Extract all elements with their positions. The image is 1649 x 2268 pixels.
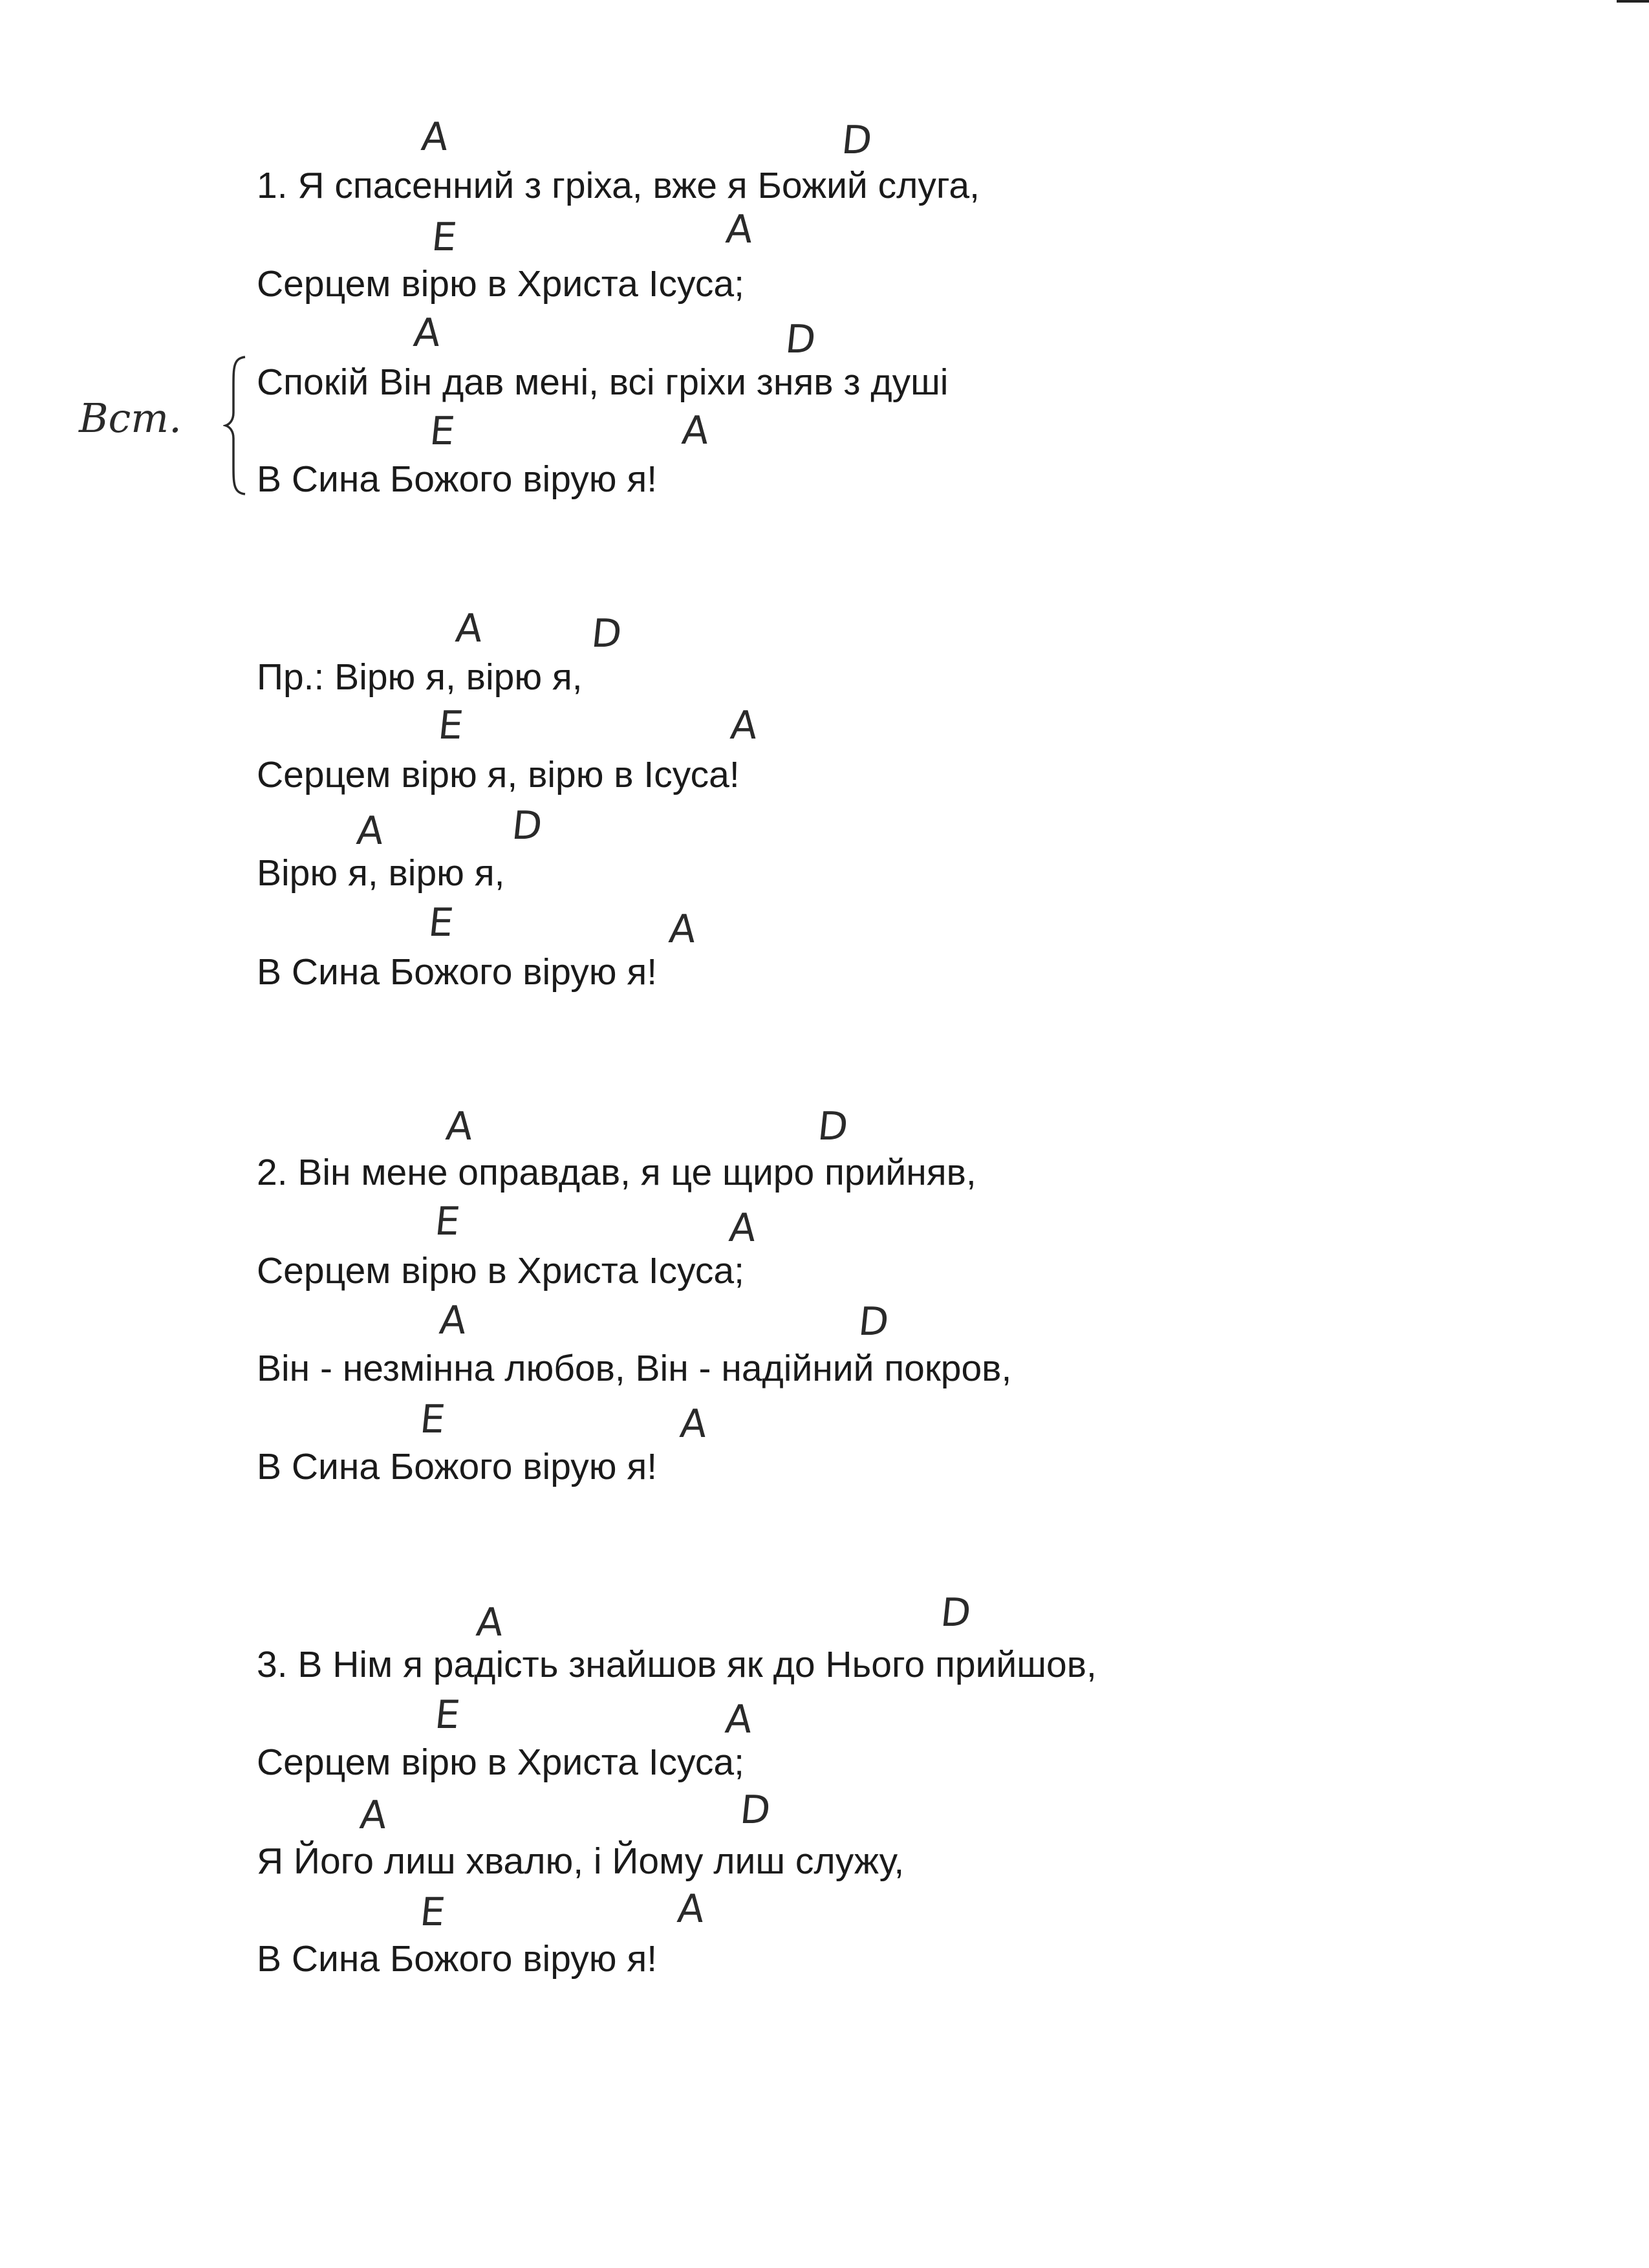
verse3-line2: Серцем вірю в Христа Ісуса; bbox=[257, 1742, 744, 1783]
chord: E bbox=[433, 1692, 462, 1738]
chord: A bbox=[419, 114, 451, 160]
chord: D bbox=[815, 1104, 850, 1149]
intro-bracket bbox=[223, 354, 249, 497]
chord: D bbox=[589, 611, 624, 656]
chord: E bbox=[436, 703, 466, 748]
scan-corner-mark bbox=[1617, 0, 1649, 3]
intro-label: Вст. bbox=[79, 394, 182, 442]
chord: A bbox=[675, 1886, 707, 1932]
chord: A bbox=[680, 408, 711, 453]
verse2-line4: В Сина Божого вірую я! bbox=[257, 1446, 658, 1487]
chord: D bbox=[783, 317, 818, 362]
chord: D bbox=[738, 1787, 773, 1833]
verse2-line1: 2. Він мене оправдав, я це щиро прийняв, bbox=[257, 1152, 976, 1193]
chord: A bbox=[667, 907, 698, 952]
chord: A bbox=[474, 1600, 506, 1645]
chord: D bbox=[938, 1590, 973, 1636]
chord: A bbox=[444, 1104, 475, 1149]
chord: D bbox=[839, 118, 874, 163]
verse2-line3: Він - незмінна любов, Він - надійний покров, bbox=[257, 1348, 1012, 1389]
chord: D bbox=[510, 803, 544, 848]
chord: A bbox=[354, 808, 386, 854]
chorus-line3: Вірю я, вірю я, bbox=[257, 852, 505, 894]
chorus-line2: Серцем вірю я, вірю в Ісуса! bbox=[257, 754, 740, 795]
chord: A bbox=[437, 1298, 469, 1343]
chord: E bbox=[433, 1199, 462, 1244]
chord: E bbox=[429, 215, 459, 260]
chord: A bbox=[678, 1401, 709, 1447]
chord: E bbox=[426, 900, 456, 945]
verse3-line4: В Сина Божого вірую я! bbox=[257, 1938, 658, 1980]
chord: A bbox=[724, 207, 755, 252]
chord: A bbox=[453, 606, 485, 651]
chord: E bbox=[427, 409, 457, 454]
chorus-line1: Пр.: Вірю я, вірю я, bbox=[257, 656, 583, 698]
chord: E bbox=[418, 1890, 447, 1935]
verse3-line3: Я Його лиш хвалю, і Йому лиш служу, bbox=[257, 1841, 905, 1882]
verse1-line3: Спокій Він дав мені, всі гріхи зняв з душі bbox=[257, 362, 949, 403]
verse3-line1: 3. В Нім я радість знайшов як до Нього прийшов, bbox=[257, 1644, 1097, 1685]
chorus-line4: В Сина Божого вірую я! bbox=[257, 951, 658, 993]
chord: A bbox=[728, 703, 760, 748]
chord: A bbox=[727, 1205, 759, 1251]
chord: A bbox=[411, 310, 443, 356]
chord: E bbox=[418, 1397, 447, 1442]
verse1-line1: 1. Я спасенний з гріха, вже я Божий слуга, bbox=[257, 165, 980, 206]
chord: A bbox=[358, 1793, 389, 1838]
chord: D bbox=[856, 1299, 891, 1345]
verse1-line4: В Сина Божого вірую я! bbox=[257, 459, 658, 500]
chord: A bbox=[723, 1697, 755, 1742]
verse2-line2: Серцем вірю в Христа Ісуса; bbox=[257, 1250, 744, 1291]
verse1-line2: Серцем вірю в Христа Ісуса; bbox=[257, 263, 744, 305]
